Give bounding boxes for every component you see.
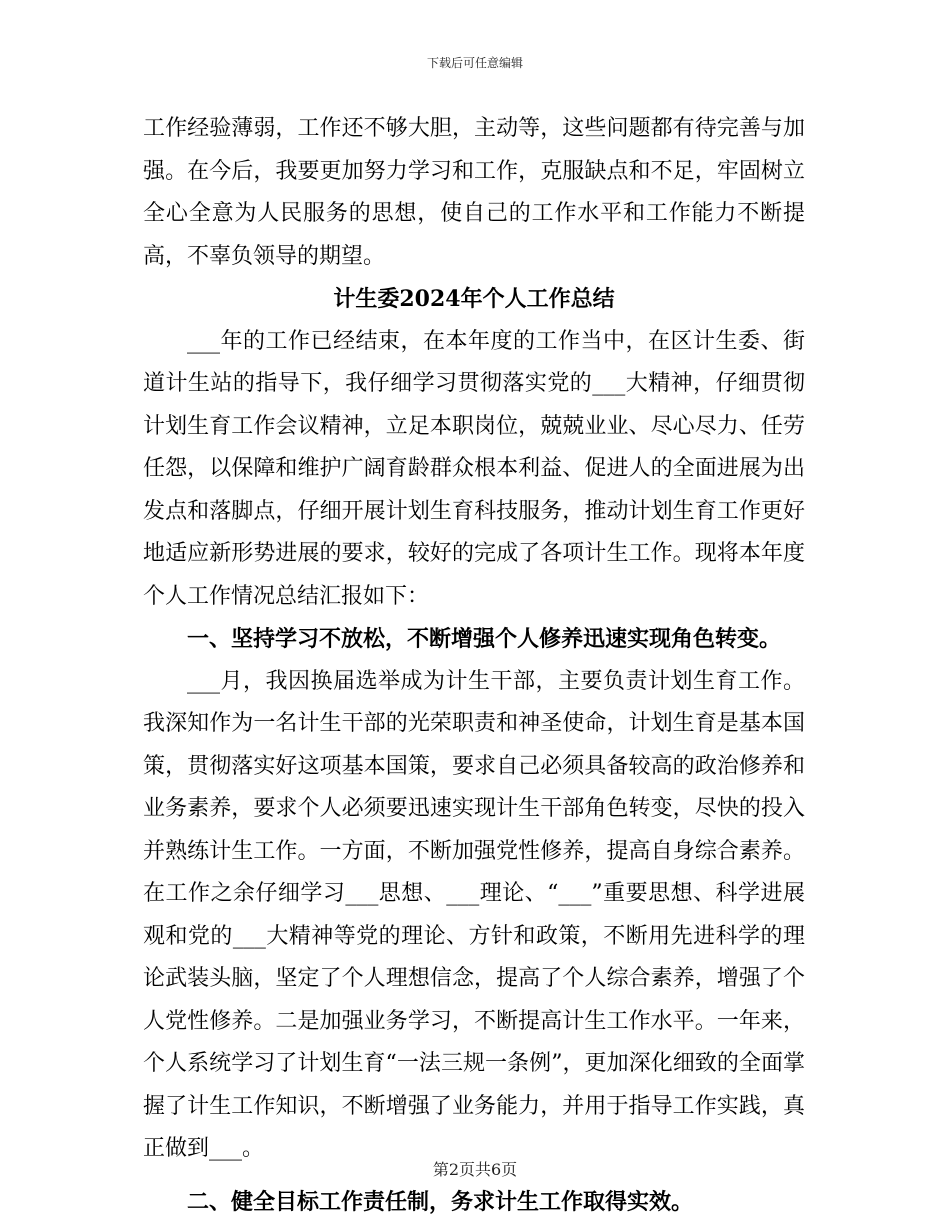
page-number: 第2页共6页 — [432, 1160, 518, 1179]
paragraph-section-1: ___月，我因换届选举成为计生干部，主要负责计划生育工作。我深知作为一名计生干部的光荣职责和神圣使命，计划生育是基本国策，贯彻落实好这项基本国策，要求自己必须具备较高的政治修养和业务素养，要求个人必须要迅速实现计生干部角色转变，尽快的投入并熟练计生工作。一方面，不断加强党性修养，提高自身综合素养。在工作之余仔细学习___思想、___理论、“___”重要思想、科学进展观和党的___大精神等党的理论、方针和政策，不断用先进科学的理论武装头脑，坚定了个人理想信念，提高了个人综合素养，增强了个人党性修养。二是加强业务学习，不断提高计生工作水平。一年来，个人系统学习了计划生育“一法三规一条例”，更加深化细致的全面掌握了计生工作知识，不断增强了业务能力，并用于指导工作实践，真正做到___。 — [143, 668, 805, 1161]
paragraph-continued: 工作经验薄弱，工作还不够大胆，主动等，这些问题都有待完善与加强。在今后，我要更加努力学习和工作，克服缺点和不足，牢固树立全心全意为人民服务的思想，使自己的工作水平和工作能力不断提高，不辜负领导的期望。 — [143, 116, 805, 269]
paragraph-intro: ___年的工作已经结束，在本年度的工作当中，在区计生委、街道计生站的指导下，我仔细学习贯彻落实党的___大精神，仔细贯彻计划生育工作会议精神，立足本职岗位，兢兢业业、尽心尽力、任劳任怨，以保障和维护广阔育龄群众根本利益、促进人的全面进展为出发点和落脚点，仔细开展计划生育科技服务，推动计划生育工作更好地适应新形势进展的要求，较好的完成了各项计生工作。现将本年度个人工作情况总结汇报如下： — [143, 328, 805, 609]
document-title: 计生委2024年个人工作总结 — [333, 286, 615, 312]
document-body — [143, 108, 805, 1223]
section-heading-2: 二、健全目标工作责任制，务求计生工作取得实效。 — [187, 1188, 694, 1215]
section-heading-1: 一、坚持学习不放松，不断增强个人修养迅速实现角色转变。 — [187, 626, 782, 652]
page-header: 下载后可任意编辑 — [426, 56, 523, 70]
